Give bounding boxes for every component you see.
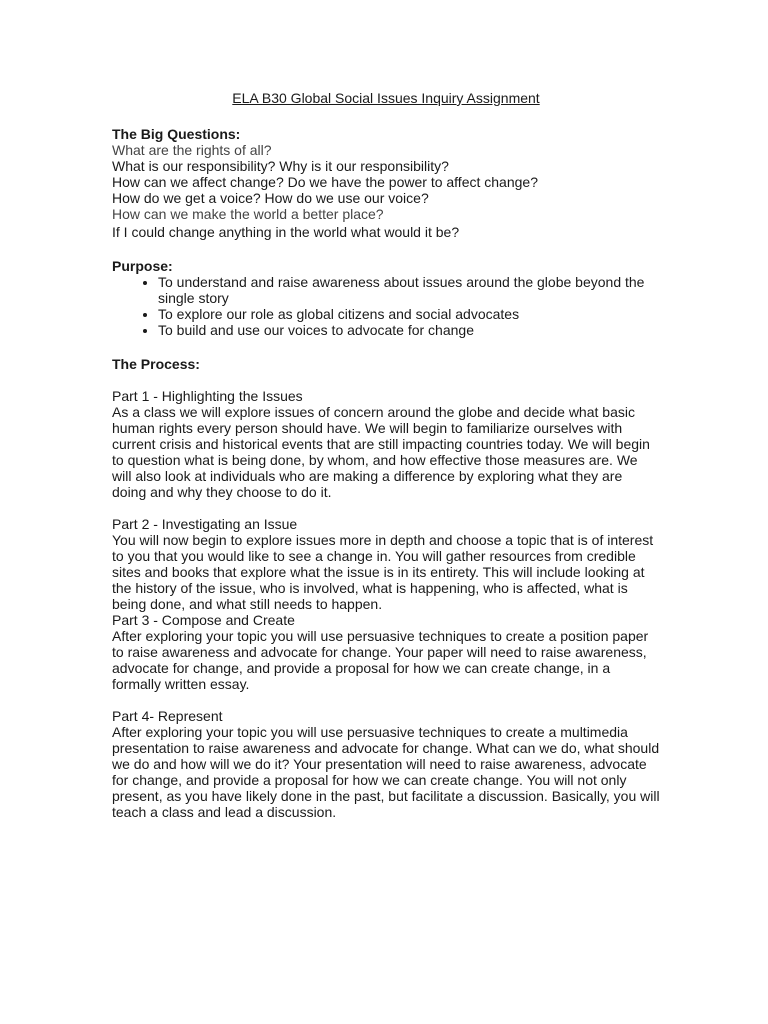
part-title: Part 3 - Compose and Create (112, 612, 295, 628)
part-3 (112, 612, 660, 692)
purpose-section (112, 258, 660, 338)
document-title: ELA B30 Global Social Issues Inquiry Assignment (232, 90, 540, 106)
big-questions-section (112, 126, 660, 240)
part-title: Part 1 - Highlighting the Issues (112, 388, 303, 404)
document-content (112, 90, 660, 820)
part-body: You will now begin to explore issues more in depth and choose a topic that is of interest to you that you would like to see a change in. You will gather resources from credible sites and books that explore what the issue is in its entirety. This will include looking at the history of the issue, who is involved, what is happening, who is affected, what is being done, and what still needs to happen. (112, 532, 654, 612)
big-questions-heading: The Big Questions: (112, 126, 241, 142)
part-title: Part 2 - Investigating an Issue (112, 516, 298, 532)
question-line: If I could change anything in the world what would it be? (112, 224, 460, 240)
part-4 (112, 708, 660, 820)
question-line: How do we get a voice? How do we use our voice? (112, 190, 429, 206)
part-body: After exploring your topic you will use persuasive techniques to create a multimedia presentation to raise awareness and advocate for change. What can we do, what should we do and how will we do it? Your presentation will need to raise awareness, advocate for change, and provide a proposal for how we can create change. You will not only present, as you have likely done in the past, but facilitate a discussion. Basically, you will teach a class and lead a discussion. (112, 724, 660, 820)
process-heading: The Process: (112, 356, 200, 372)
part-body: As a class we will explore issues of concern around the globe and decide what basic human rights every person should have. We will begin to familiarize ourselves with current crisis and historical events that are still impacting countries today. We will begin to question what is being done, by whom, and how effective those measures are. We will also look at individuals who are making a difference by exploring what they are doing and why they choose to do it. (112, 404, 650, 500)
process-section (112, 356, 660, 820)
question-line: What are the rights of all? (112, 142, 272, 158)
part-1 (112, 388, 660, 500)
purpose-item: • To understand and raise awareness about issues around the globe beyond the single story (158, 274, 660, 306)
purpose-item: • To build and use our voices to advocate for change (158, 322, 660, 338)
question-line: What is our responsibility? Why is it our responsibility? (112, 158, 449, 174)
part-body: After exploring your topic you will use persuasive techniques to create a position paper to raise awareness and advocate for change. Your paper will need to raise awareness, advocate for change, and provide a proposal for how we can create change, in a formally written essay. (112, 628, 649, 692)
purpose-heading: Purpose: (112, 258, 173, 274)
part-2 (112, 516, 660, 612)
question-line: How can we affect change? Do we have the power to affect change? (112, 174, 538, 190)
question-line: How can we make the world a better place? (112, 206, 384, 222)
purpose-item: • To explore our role as global citizens and social advocates (158, 306, 660, 322)
purpose-list (112, 274, 660, 338)
part-title: Part 4- Represent (112, 708, 223, 724)
